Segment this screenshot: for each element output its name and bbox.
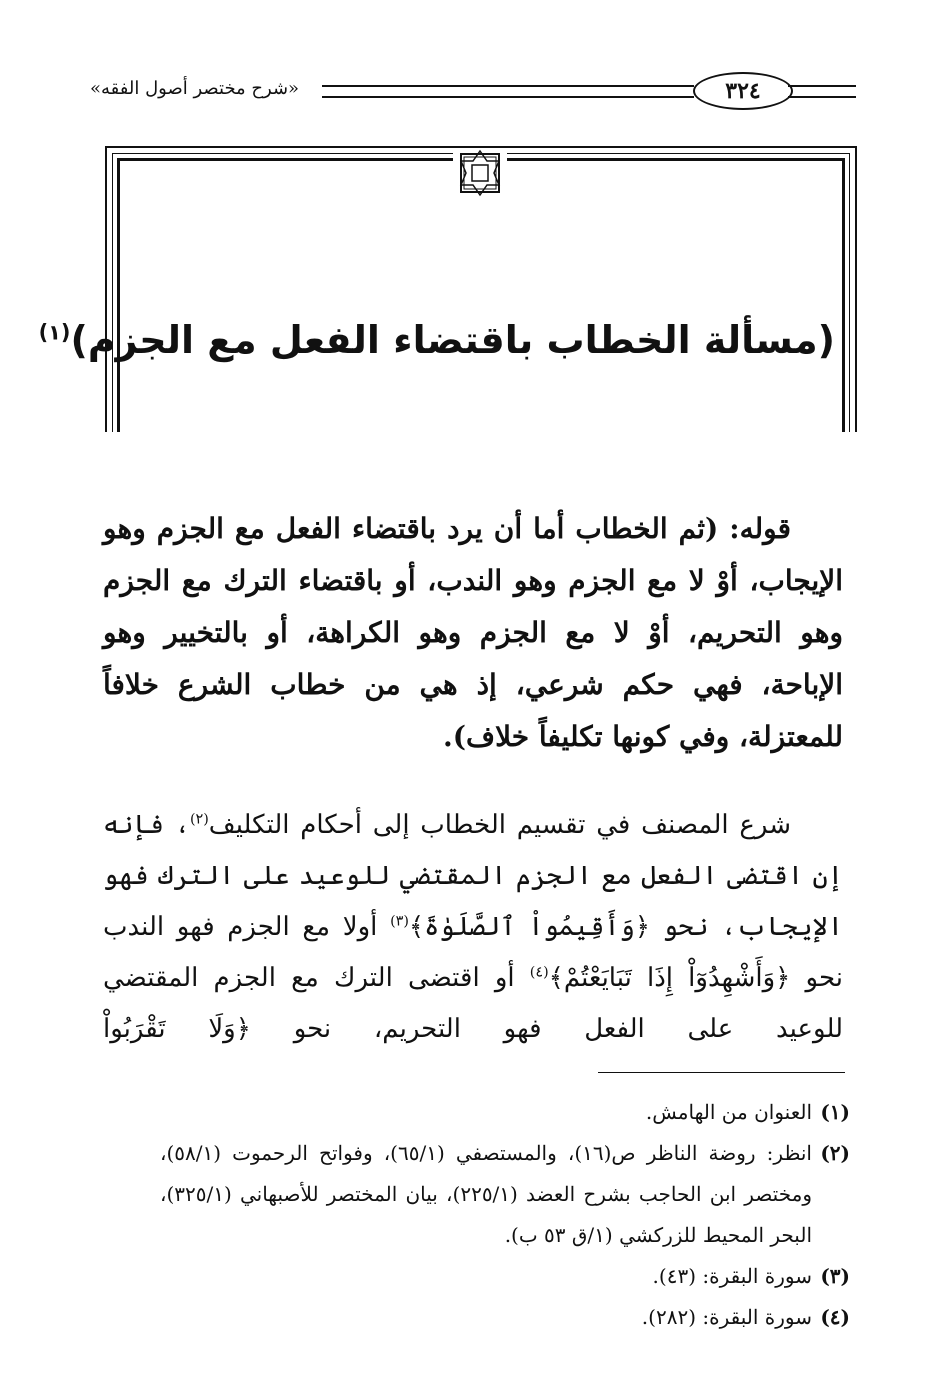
paragraph-2-part-1: شرع المصنف في تقسيم الخطاب إلى أحكام التكليف (208, 810, 791, 840)
footnote-text: العنوان من الهامش. (645, 1100, 812, 1124)
footnote-marker-3: (٣) (390, 913, 409, 930)
footnote-text: انظر: روضة الناظر ص(١٦)، والمستصفي (٦٥/١)، وفواتح الرحموت (٥٨/١)، ومختصر ابن الحاجب بشرح العضد (٢٢٥/١)، بيان المختصر للأصبهاني (٣٢٥/١)، البحر المحيط للزركشي (١/ق ٥٣ ب). (160, 1141, 812, 1247)
paragraph-1: قوله: (ثم الخطاب أما أن يرد باقتضاء الفعل مع الجزم وهو الإيجاب، أوْ لا مع الجزم وهو الندب، أو باقتضاء الترك مع الجزم وهو التحريم، أوْ لا مع الجزم وهو الكراهة، أو بالتخيير وهو الإباحة، فهي حكم شرعي، إذ هي من خطاب الشرع خلافاً للمعتزلة، وفي كونها تكليفاً خلاف). (103, 512, 843, 753)
footnote-number: (٤) (820, 1305, 850, 1329)
paragraph-2-part-3: أولا مع الجزم فهو الندب نحو ﴿وَأَشْهِدُوٓاْ إِذَا تَبَايَعْتُمْ﴾ (103, 912, 843, 993)
footnote-4 (160, 1297, 850, 1338)
footnote-number: (٢) (820, 1141, 850, 1165)
running-title: «شرح مختصر أصول الفقه» (90, 78, 300, 99)
chapter-title-text: (مسألة الخطاب باقتضاء الفعل مع الجزم) (70, 318, 835, 362)
footnote-1 (160, 1092, 850, 1133)
page-number: ٣٢٤ (693, 72, 793, 110)
chapter-title-frame (38, 146, 857, 432)
footnote-3 (160, 1256, 850, 1297)
octagram-ornament-icon (453, 148, 507, 200)
footnote-marker-1: (١) (38, 320, 71, 345)
footnotes (160, 1092, 850, 1338)
chapter-title (38, 310, 835, 370)
footnote-number: (١) (820, 1100, 850, 1124)
footnote-separator (598, 1072, 845, 1073)
running-header (90, 72, 856, 118)
footnote-text: سورة البقرة: (٤٣). (652, 1264, 812, 1288)
footnote-text: سورة البقرة: (٢٨٢). (641, 1305, 812, 1329)
footnote-2 (160, 1133, 850, 1256)
footnote-marker-2: (٢) (189, 811, 209, 828)
matn-quotation (103, 503, 843, 763)
footnote-marker-4: (٤) (529, 964, 549, 981)
paragraph-2-part-4: أو اقتضى الترك مع الجزم المقتضي للوعيد على الفعل فهو التحريم، نحو ﴿وَلَا تَقْرَبُواْ (103, 963, 843, 1044)
footnote-number: (٣) (820, 1264, 850, 1288)
commentary (103, 800, 843, 1055)
paragraph-2-part-2: ، فإنه إن اقتضى الفعل مع الجزم المقتضي للوعيد على الترك فهو الإيجاب، نحو ﴿وَأَقِيمُواْ ٱلصَّلَوٰةَ﴾ (103, 810, 844, 942)
paragraph-2 (103, 800, 843, 1055)
header-rule-left (322, 85, 694, 98)
header-rule-right (788, 85, 856, 98)
